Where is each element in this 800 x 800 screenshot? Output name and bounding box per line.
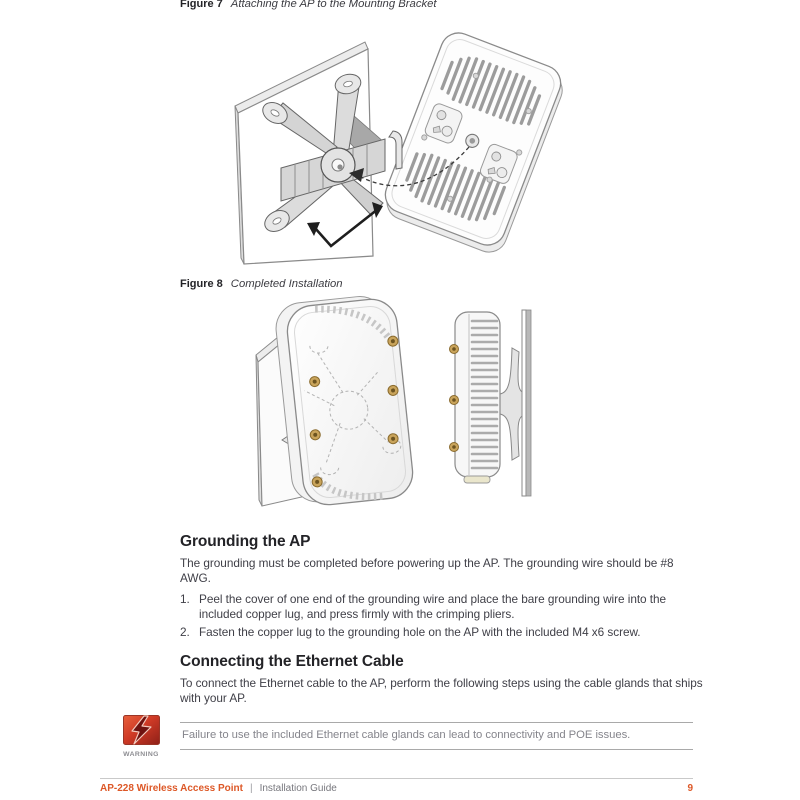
ethernet-intro-line2: with your AP. xyxy=(180,691,247,706)
figure8-illustration xyxy=(250,290,560,520)
ethernet-intro-line1: To connect the Ethernet cable to the AP, perform the following steps using the cable glands that ships xyxy=(180,676,703,690)
ap-profile xyxy=(455,312,500,477)
ethernet-intro xyxy=(180,676,725,707)
grounding-step-2 xyxy=(180,625,725,640)
ap-back xyxy=(378,28,570,258)
figure7-title: Attaching the AP to the Mounting Bracket xyxy=(230,0,437,10)
warning-icon xyxy=(123,715,160,745)
figure8-caption xyxy=(180,278,343,290)
footer-guide-name: Installation Guide xyxy=(259,783,337,794)
grounding-intro-line2: AWG. xyxy=(180,571,211,586)
figure8-title: Completed Installation xyxy=(230,278,343,290)
ap-front-mounted xyxy=(273,293,415,509)
ap-foot xyxy=(464,476,490,483)
grounding-intro xyxy=(180,556,725,587)
ethernet-heading: Connecting the Ethernet Cable xyxy=(180,653,404,670)
bracket-hook xyxy=(389,131,402,169)
footer xyxy=(100,783,693,794)
grounding-heading: Grounding the AP xyxy=(180,533,311,550)
wall-strip xyxy=(522,310,526,496)
grounding-intro-line1: The grounding must be completed before powering up the AP. The grounding wire should be #8 xyxy=(180,556,674,570)
warning-label: WARNING xyxy=(123,751,159,758)
figure8-label: Figure 8 xyxy=(180,278,223,290)
bracket-arm xyxy=(500,348,522,460)
step-number: 1. xyxy=(180,592,190,606)
warning-icon-block xyxy=(121,715,161,758)
footer-separator: | xyxy=(249,783,253,794)
ap-side-view xyxy=(450,310,532,496)
step-number: 2. xyxy=(180,624,190,639)
figure7-illustration xyxy=(233,13,575,267)
warning-text: Failure to use the included Ethernet cable glands can lead to connectivity and POE issues. xyxy=(180,722,693,750)
figure7-caption xyxy=(180,0,437,10)
figure7-label: Figure 7 xyxy=(180,0,223,10)
grounding-steps xyxy=(180,592,725,642)
step-text: Fasten the copper lug to the grounding hole on the AP with the included M4 x6 screw. xyxy=(199,624,641,639)
footer-page-number: 9 xyxy=(687,783,693,794)
grounding-step-1 xyxy=(180,592,725,623)
step-text: Peel the cover of one end of the grounding wire and place the bare grounding wire into the included copper lug, and press firmly with the crimping pliers. xyxy=(199,592,667,622)
footer-product-name: AP-228 Wireless Access Point xyxy=(100,783,243,794)
footer-rule xyxy=(100,778,693,779)
